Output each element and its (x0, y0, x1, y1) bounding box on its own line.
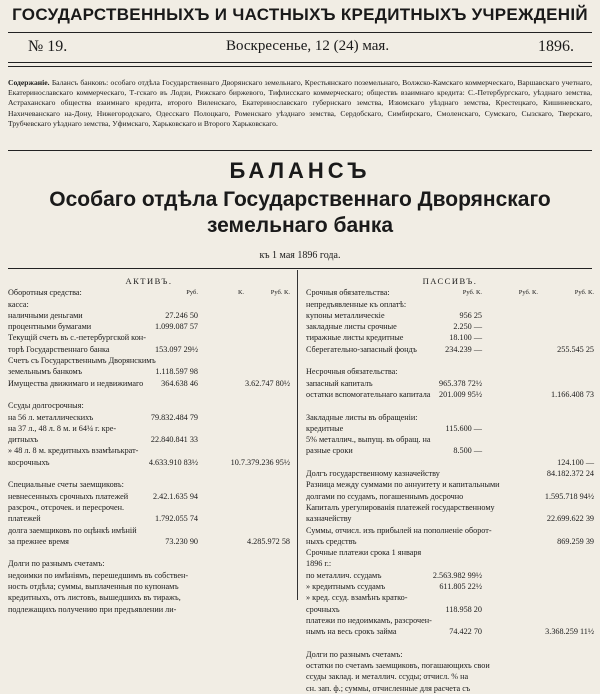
aktiv-row (8, 525, 290, 536)
issue-year: 1896. (538, 38, 574, 55)
aktiv-row (8, 355, 290, 366)
passiv-row-label: разные сроки (306, 446, 353, 456)
passiv-heading: ПАССИВЪ. (422, 276, 478, 286)
aktiv-row (8, 299, 290, 310)
passiv-row-label: » кредитнымъ ссудамъ (306, 582, 386, 592)
issue-number: № 19. (28, 38, 68, 55)
passiv-row-label: платежи по недоимкамъ, разсрочен- (306, 615, 432, 625)
aktiv-row-label: Имущества движимаго и недвижимаго (8, 378, 144, 388)
passiv-row (306, 581, 594, 592)
aktiv-row (8, 547, 290, 558)
passiv-row-label: 5% металлич., выпущ. въ обращ. на (306, 435, 431, 445)
passiv-row (306, 355, 594, 366)
passiv-row-value-v3: 869.259 39 (557, 536, 594, 546)
aktiv-row-label: невнесенныхъ срочныхъ платежей (8, 491, 129, 501)
aktiv-row-label: Текущій счетъ въ с.-петербургской кон- (8, 333, 146, 343)
passiv-row (306, 660, 594, 671)
aktiv-row-value-v1: 22.840.841 33 (150, 435, 198, 445)
passiv-row-value-v1: 611.805 22½ (439, 582, 482, 592)
aktiv-row-value-v1: 4.633.910 83½ (148, 457, 198, 467)
passiv-row-label: непредъявленные къ оплатѣ: (306, 299, 407, 309)
aktiv-row (8, 423, 290, 434)
aktiv-row-label: на 56 л. металлическихъ (8, 412, 94, 422)
passiv-row (306, 683, 594, 694)
aktiv-row (8, 581, 290, 592)
aktiv-row (8, 457, 290, 468)
passiv-row-value-v3: 255.545 25 (557, 344, 594, 354)
passiv-row-label: закладные листы срочные (306, 322, 397, 332)
passiv-row-value-v1: 118.958 20 (445, 604, 482, 614)
aktiv-row-label: касса: (8, 299, 29, 309)
passiv-row-label: Капиталъ урегулированія платежей государственному (306, 502, 495, 512)
aktiv-row-value-v1: 1.099.087 57 (155, 322, 198, 332)
passiv-row (306, 536, 594, 547)
aktiv-row (8, 536, 290, 547)
passiv-row-value-v3: 3.368.259 11½ (545, 627, 594, 637)
aktiv-row-value-v1: 73.230 90 (165, 536, 198, 546)
aktiv-row-value-v1: 1.118.597 98 (155, 367, 198, 377)
passiv-row (306, 287, 594, 298)
aktiv-row-label: разсроч., отсрочек. и пересрочен. (8, 502, 125, 512)
passiv-row (306, 525, 594, 536)
passiv-row (306, 457, 594, 468)
aktiv-column (8, 276, 290, 614)
aktiv-row-value-v1: 27.246 50 (165, 310, 198, 320)
passiv-row (306, 299, 594, 310)
aktiv-row-value-v3: 3.62.747 80½ (244, 378, 290, 388)
passiv-row-label: 1896 г.: (306, 559, 332, 569)
passiv-row-label: кредитные (306, 423, 344, 433)
aktiv-row-label: ность отдѣла; суммы, выплаченныя по купонамъ (8, 582, 179, 592)
aktiv-heading: АКТИВЪ. (125, 276, 173, 286)
passiv-row-value-v1: 18.100 — (449, 333, 482, 343)
aktiv-row-label: косрочныхъ (8, 457, 50, 467)
passiv-row (306, 479, 594, 490)
aktiv-row-value-v3: Руб. К. (270, 289, 290, 297)
aktiv-row-label: наличными деньгами (8, 310, 83, 320)
passiv-row (306, 570, 594, 581)
passiv-row-label: срочныхъ (306, 604, 340, 614)
balance-subtitle-line1: Особаго отдѣла Государственнаго Дворянскаго (49, 188, 551, 211)
aktiv-row (8, 332, 290, 343)
passiv-row-label: запасный капиталъ (306, 378, 373, 388)
passiv-row (306, 332, 594, 343)
aktiv-row (8, 321, 290, 332)
passiv-row-label: ныхъ средствъ (306, 536, 357, 546)
aktiv-row (8, 400, 290, 411)
passiv-row-label: Суммы, отчисл. изъ прибылей на пополненіе оборот- (306, 525, 492, 535)
passiv-row (306, 445, 594, 456)
aktiv-row-label: торѣ Государственнаго банка (8, 344, 110, 354)
masthead-rule-top (8, 32, 592, 33)
passiv-row (306, 344, 594, 355)
aktiv-row (8, 558, 290, 569)
passiv-row-value-v1: 115.600 — (445, 423, 482, 433)
aktiv-row (8, 570, 290, 581)
aktiv-row (8, 310, 290, 321)
passiv-row (306, 412, 594, 423)
aktiv-row (8, 479, 290, 490)
aktiv-row-label: Оборотныя средства: (8, 288, 82, 298)
passiv-row-value-v3: 84.182.372 24 (546, 469, 594, 479)
passiv-row (306, 378, 594, 389)
passiv-row-label: тиражные листы кредитные (306, 333, 404, 343)
issue-line (8, 38, 592, 60)
passiv-row-value-v1: 2.563.982 99½ (432, 570, 482, 580)
aktiv-row-value-v1: 1.792.055 74 (155, 514, 198, 524)
passiv-row (306, 604, 594, 615)
aktiv-row-label: за прежнее время (8, 536, 69, 546)
aktiv-row-label: кредитныхъ, отъ листовъ, вышедшихъ въ тиражъ, (8, 593, 181, 603)
contents-text: Балансъ банковъ: особаго отдѣла Государственнаго Дворянскаго земельнаго, Крестьянскаго поземельнаго, Волжско-Камскаго коммерческаго, Варшавскаго учетнаго, Екатеринославскаго коммерческаго, Т-гскаго въ Лодзи, Рижскаго биржевого, Тифлисскаго коммерческаго; обществъ взаимнаго кредита: С.-Петербургскаго, уѣзднаго земства, Астраханскаго общества взаимнаго кредита, второго Виленскаго, Екатеринославскаго губернскаго земства, Изюмскаго уѣзднаго земства, Крестецкаго, Кишиневскаго, Нахичеванскаго на-Дону, Нижегородскаго, Одесскаго Полоцкаго, Роменскаго уѣзднаго земства, Сердобскаго, Симбирскаго, Смоленскаго, Сумскаго, Сызскаго, Тверскаго, Трубчевскаго уѣзднаго земства, Уфимскаго, Харьковскаго и Второго Харьковскаго. (8, 78, 592, 128)
masthead-rule-double (8, 66, 592, 67)
passiv-row-label: купоны металлическіе (306, 310, 385, 320)
passiv-row-label: по металлич. ссудамъ (306, 570, 382, 580)
passiv-row-value-v1: 956 25 (459, 310, 482, 320)
column-divider (297, 270, 298, 600)
issue-date: Воскресенье, 12 (24) мая. (226, 38, 390, 54)
passiv-row-value-v3: 124.100 — (557, 457, 594, 467)
passiv-row-value-v3: 1.595.718 94½ (544, 491, 594, 501)
aktiv-row-label: недоимки по имѣніямъ, перешедшимъ въ собствен- (8, 570, 189, 580)
passiv-row (306, 310, 594, 321)
passiv-row (306, 513, 594, 524)
passiv-row-label: Несрочныя обязательства: (306, 367, 398, 377)
passiv-row-value-v1: Руб. К. (462, 289, 482, 297)
passiv-row-label: казначейству (306, 514, 352, 524)
aktiv-row-label: Долги по разнымъ счетамъ: (8, 559, 105, 569)
aktiv-row (8, 434, 290, 445)
passiv-row (306, 547, 594, 558)
passiv-row-label: Срочныя обязательства: (306, 288, 390, 298)
aktiv-row (8, 366, 290, 377)
passiv-row (306, 626, 594, 637)
passiv-row-label: нымъ на весь срокъ займа (306, 627, 397, 637)
passiv-row-label: Долги по разнымъ счетамъ: (306, 649, 403, 659)
balance-subtitle-line2: земельнаго банка (206, 214, 394, 237)
aktiv-row-label: Специальные счеты заемщиковъ: (8, 480, 124, 490)
passiv-row-label: Разница между суммами по аннуитету и капитальными (306, 480, 500, 490)
passiv-row-label: Сберегательно-запасный фондъ (306, 344, 417, 354)
passiv-row-label: сн. зап. ф.; суммы, отчисленные для расчета съ (306, 683, 471, 693)
passiv-row-value-v1: 234.239 — (445, 344, 482, 354)
aktiv-row (8, 445, 290, 456)
aktiv-row-value-v3: 10.7.379.236 95½ (230, 457, 290, 467)
aktiv-row-label: » 48 л. 8 м. кредитныхъ взамѣнъкрат- (8, 446, 139, 456)
aktiv-row-value-v3: 4.285.972 58 (247, 536, 290, 546)
passiv-row-value-v3: 22.699.622 39 (546, 514, 594, 524)
passiv-row (306, 434, 594, 445)
passiv-row-label: Закладные листы въ обращеніи: (306, 412, 418, 422)
aktiv-row-label: платежей (8, 514, 41, 524)
aktiv-row-label: на 37 л., 48 л. 8 м. и 64¼ г. кре- (8, 423, 117, 433)
table-rule-top (8, 268, 592, 269)
passiv-row (306, 423, 594, 434)
passiv-row-value-v3: Руб. К. (574, 289, 594, 297)
passiv-row (306, 671, 594, 682)
passiv-row (306, 366, 594, 377)
passiv-row (306, 389, 594, 400)
passiv-row-value-v1: 74.422 70 (449, 627, 482, 637)
aktiv-row (8, 592, 290, 603)
passiv-row (306, 638, 594, 649)
contents-label: Содержаніе. (8, 78, 50, 87)
aktiv-row-label: долга заемщиковъ по оцѣнкѣ имѣній (8, 525, 137, 535)
aktiv-row-value-v1: Руб. (186, 289, 198, 297)
passiv-row-label: остатки по счетамъ заемщиковъ, погашающихъ свои (306, 661, 490, 671)
aktiv-row-label: земельнымъ банкомъ (8, 367, 82, 377)
contents-block (8, 78, 592, 129)
passiv-row (306, 468, 594, 479)
passiv-row (306, 400, 594, 411)
aktiv-row (8, 491, 290, 502)
passiv-row-value-v1: 2.250 — (453, 322, 482, 332)
contents-rule (8, 150, 592, 151)
aktiv-row (8, 502, 290, 513)
passiv-row (306, 491, 594, 502)
aktiv-row-label: Ссуды долгосрочныя: (8, 401, 84, 411)
passiv-row-value-v1: 965.378 72½ (439, 378, 482, 388)
passiv-row (306, 615, 594, 626)
aktiv-row-value-v1: 153.097 29½ (155, 344, 198, 354)
aktiv-row (8, 412, 290, 423)
aktiv-row-value-v1: 2.42.1.635 94 (152, 491, 198, 501)
aktiv-row (8, 287, 290, 298)
aktiv-row-label: дитныхъ (8, 435, 39, 445)
aktiv-row-label: подлежащихъ получению при предъявлении ли- (8, 604, 177, 614)
masthead-rule-middle (8, 62, 592, 63)
passiv-row (306, 649, 594, 660)
passiv-row-value-v1: 8.500 — (453, 446, 482, 456)
passiv-row-label: ссуды заклад. и металлич. ссуды; отчисл. % на (306, 672, 469, 682)
passiv-row-label: остатки вспомогательнаго капитала (306, 389, 431, 399)
aktiv-row (8, 378, 290, 389)
passiv-row-value-v1: 201.009 95½ (439, 389, 482, 399)
aktiv-row (8, 513, 290, 524)
passiv-row-label: Срочные платежи срока 1 января (306, 548, 422, 558)
aktiv-row (8, 604, 290, 615)
aktiv-row (8, 344, 290, 355)
aktiv-row-label: Счетъ съ Государственнымъ Дворянскимъ (8, 356, 156, 366)
passiv-row-label: Долгъ государственному казначейству (306, 469, 440, 479)
passiv-row-value-v2: Руб. К. (518, 289, 538, 297)
passiv-row-label: долгами по ссудамъ, погашеннымъ досрочно (306, 491, 464, 501)
balance-date: къ 1 мая 1896 года. (259, 250, 341, 261)
aktiv-row-label: процентными бумагами (8, 322, 92, 332)
passiv-row-value-v3: 1.166.408 73 (551, 389, 594, 399)
aktiv-row (8, 468, 290, 479)
passiv-row (306, 502, 594, 513)
passiv-row (306, 592, 594, 603)
masthead-title: ГОСУДАРСТВЕННЫХЪ И ЧАСТНЫХЪ КРЕДИТНЫХЪ УЧРЕЖДЕНІЙ (12, 5, 588, 24)
aktiv-row-value-v1: 364.638 46 (161, 378, 198, 388)
aktiv-row (8, 389, 290, 400)
balance-title: БАЛАНСЪ (229, 158, 371, 183)
passiv-row-label: » кред. ссуд. взамѣнъ кратко- (306, 593, 408, 603)
aktiv-row-value-v1: 79.832.484 79 (150, 412, 198, 422)
passiv-row (306, 558, 594, 569)
aktiv-row-value-v2: К. (238, 289, 244, 297)
passiv-row (306, 321, 594, 332)
passiv-column (306, 276, 594, 693)
